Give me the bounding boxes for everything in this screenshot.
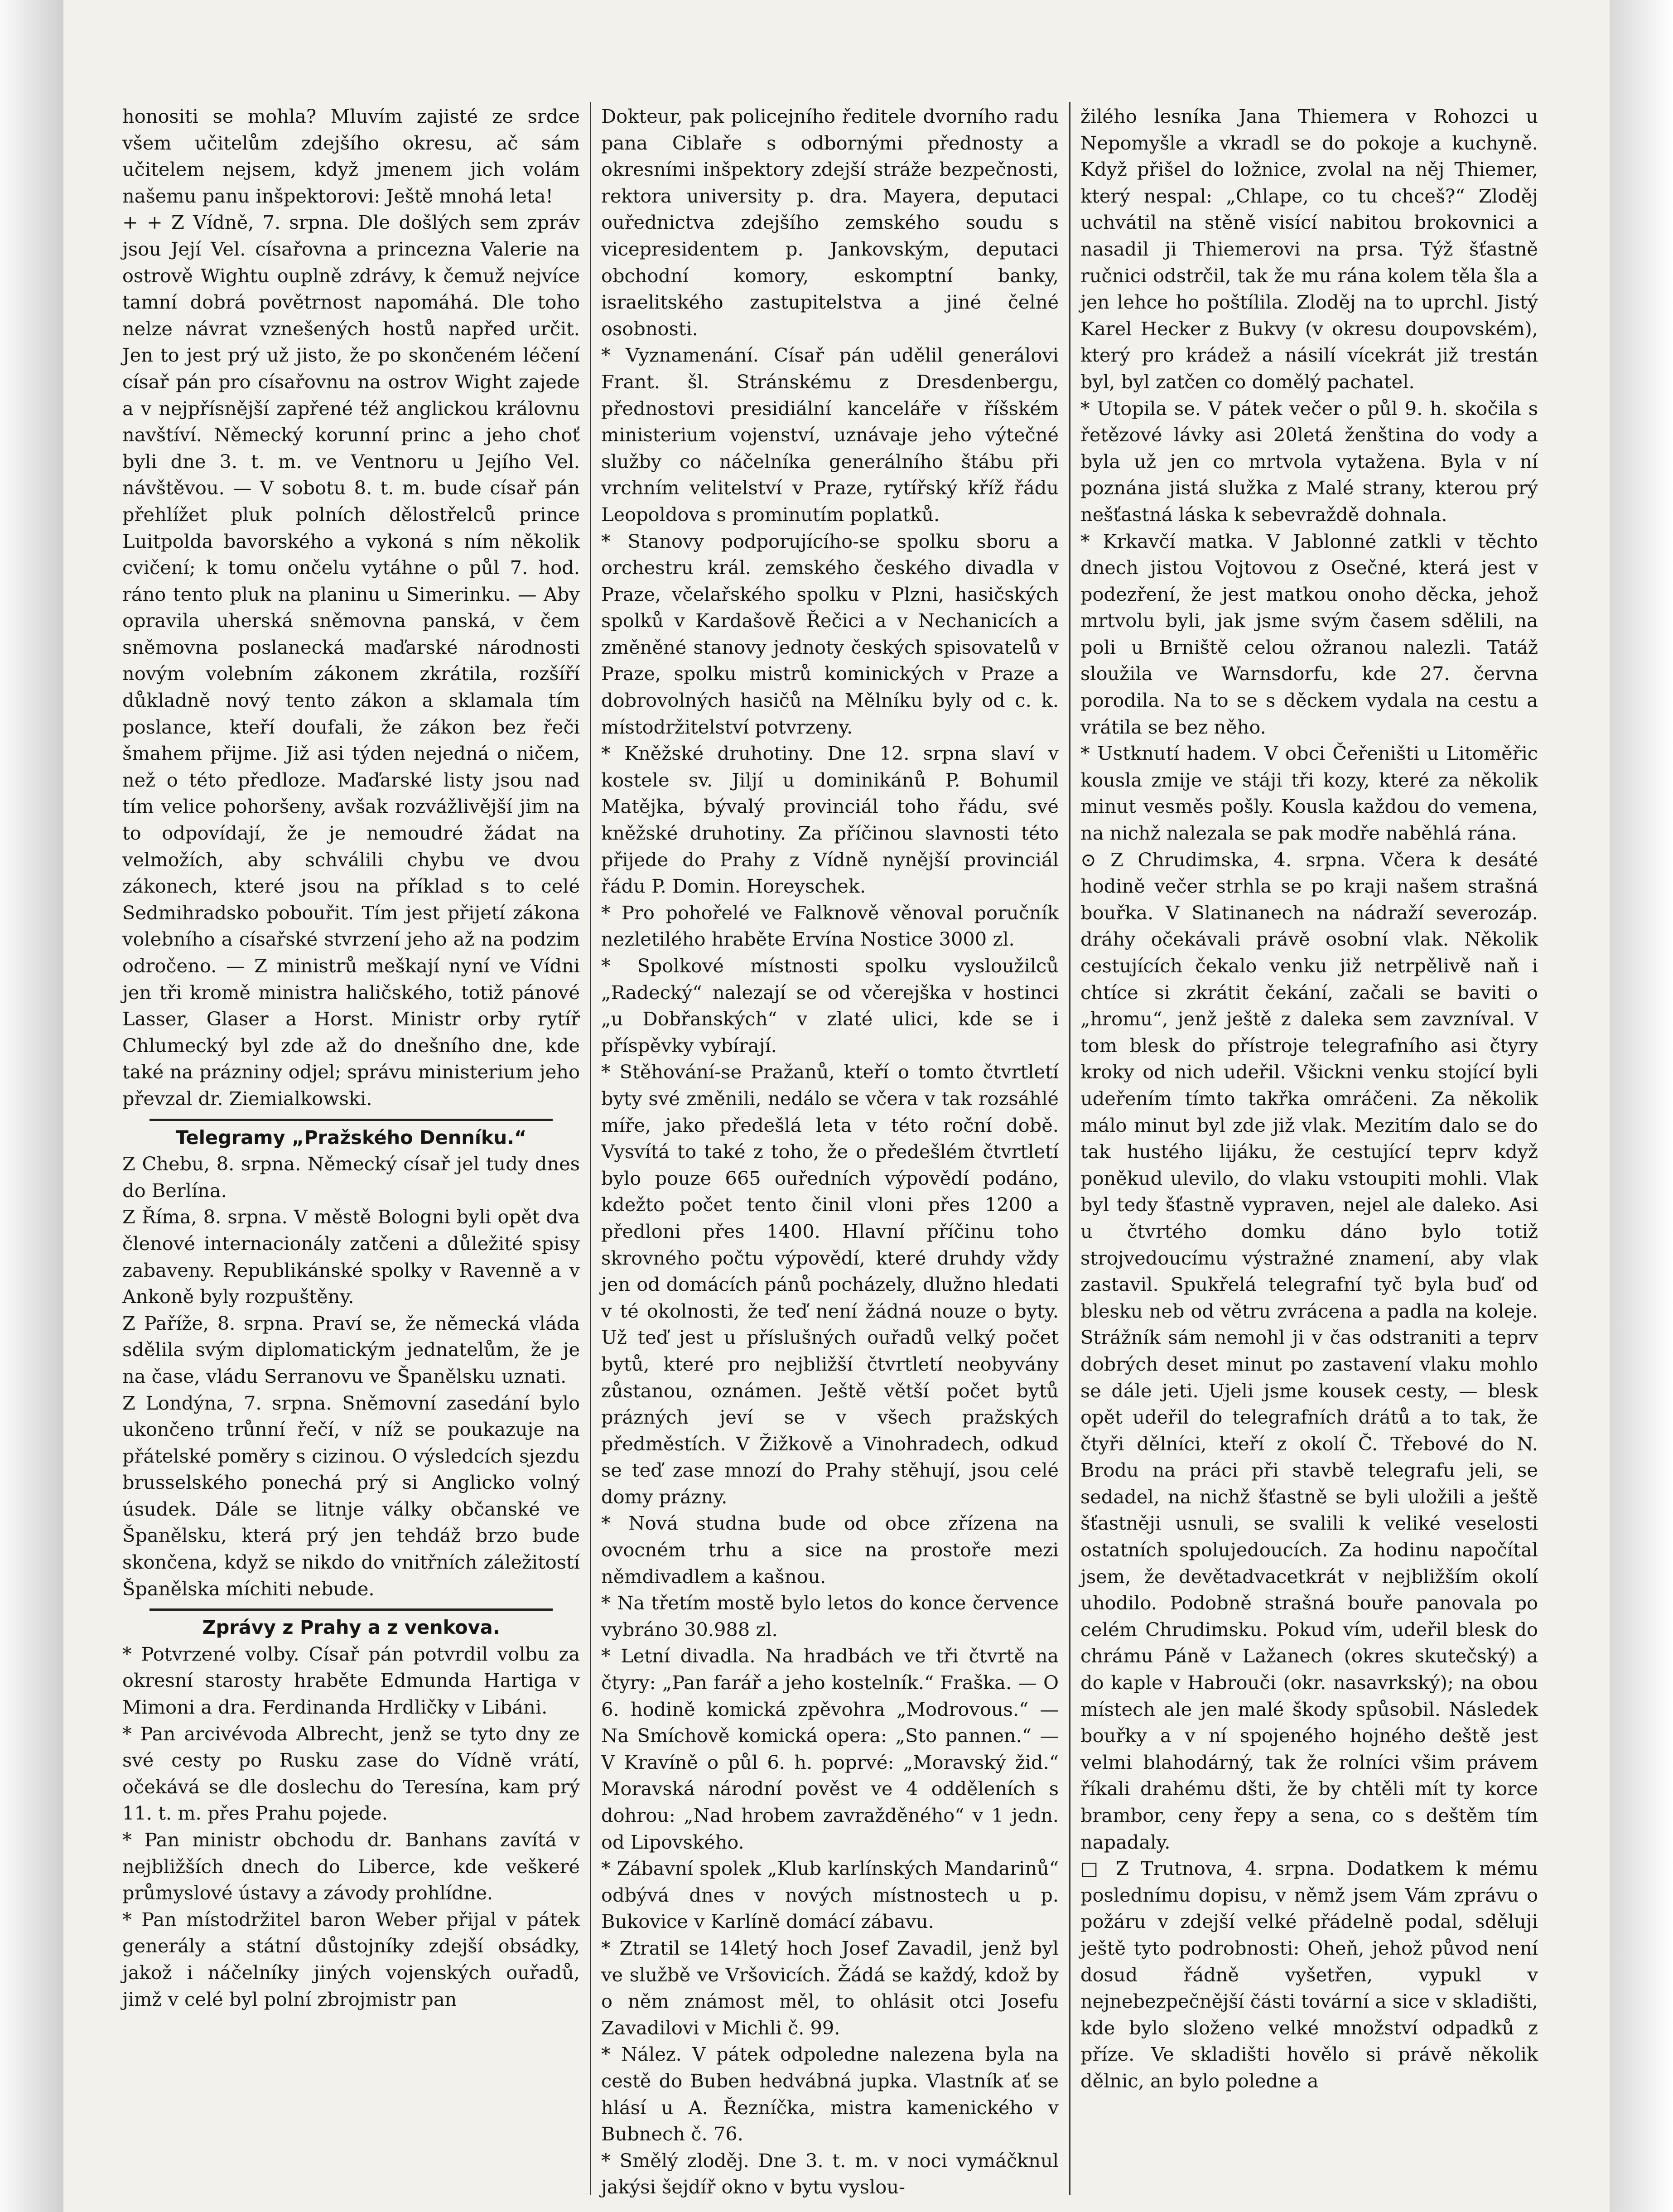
article-paragraph: * Vyznamenání. Císař pán udělil generálovi Frant. šl. Stránskému z Dresdenbergu, přednostovi presidiální kanceláře v říšském ministerium vojenství, uznávaje jeho výtečné služby co náčelníka generálního štábu při vrchním velitelství v Praze, rytířský kříž řádu Leopoldova s prominutím poplatků. [601, 344, 1059, 526]
article-paragraph: ⊙ Z Chrudimska, 4. srpna. Včera k desáté hodině večer strhla se po kraji našem strašná bouřka. V Slatinanech na nádraží severozáp. dráhy očekávali právě osobní vlak. Několik cestujících čekalo venku již netrpělivě naň i chtíce si zkrátit čekání, začali se baviti o „hromu“, jenž ještě z daleka sem zavzníval. V tom blesk do přístroje telegrafního asi čtyry kroky od nich udeřil. Všickni venku stojící byli udeřením tímto takřka omráčeni. Za několik málo minut byl zde již vlak. Mezitím dalo se do tak hustého lijáku, že cestující teprv když poněkud ulevilo, do vlaku vstoupiti mohli. Vlak byl tedy šťastně vypraven, nejel ale daleko. Asi u čtvrtého domku dáno bylo totiž strojvedoucímu výstražné znamení, aby vlak zastavil. Spukřelá telegrafní tyč byla buď od blesku neb od větru zvrácena a padla na koleje. Strážník sám nemohl ji v čas odstraniti a teprv dobrých deset minut po zastavení vlaku mohlo se dále jeti. Ujeli jsme kousek cesty, — blesk opět udeřil do telegrafních drátů a to tak, že čtyři dělníci, kteří z okolí Č. Třebové do N. Brodu na práci při stavbě telegrafu jeli, se sedadel, na nichž šťastně se byli uložili a ještě šťastněji usnuli, se svalili k veliké veselosti ostatních spolujedoucích. Za hodinu napočítal jsem, že devětadvacetkrát v nejbližším okolí uhodilo. Podobně strašná bouře panovala po celém Chrudimsku. Pokud vím, udeřil blesk do chrámu Páně v Lažanech (okres skutečský) a do kaple v Habrouči (okr. nasavrkský); na obou místech ale jen malé škody spůsobil. Následek bouřky a v ní spojeného hojného deště jest velmi blahodárný, tak že rolníci všim právem říkali drahému dšti, že by chtěli mít ty korce brambor, ceny řepy a sena, co s deštěm tím napadaly. [1080, 848, 1538, 1853]
article-paragraph: * Stěhování-se Pražanů, kteří o tomto čtvrtletí byty své změnili, nedálo se včera v tak rozsáhlé míře, jako předešlá leta v této roční době. Vysvítá to také z toho, že o předešlém čtvrtletí bylo pouze 665 ouředních výpovědí podáno, kdežto počet tento činil vloni přes 1200 a předloni přes 1400. Hlavní příčinu toho skrovného počtu výpovědí, které druhdy vždy jen od domácích pánů pocházely, dlužno hledati v té okolnosti, že teď není žádná nouze o byty. Už teď jest u příslušných ouřadů velký počet bytů, které pro nejbližší čtvrtletí neobyvány zůstanou, oznámen. Ještě větší počet bytů prázných jeví se v všech pražských předměstích. V Žižkově a Vinohradech, odkud se teď zase mnozí do Prahy stěhují, jsou celé domy prázny. [601, 1061, 1059, 1508]
article-paragraph: Z Londýna, 7. srpna. Sněmovní zasedání bylo ukončeno trůnní řečí, v níž se poukazuje na přátelské poměry s cizinou. O výsledcích sjezdu brusselského ponechá prý si Anglicko volný úsudek. Dále se litnje války občanské ve Španělsku, která prý jen tehdáž brzo bude skončena, když se nikdo do vnitřních záležitostí Španělska míchiti nebude. [122, 1391, 580, 1600]
section-heading: Zprávy z Prahy a z venkova. [202, 1616, 500, 1639]
column-2 [601, 103, 1059, 2201]
section-rule [149, 1608, 553, 1611]
section-rule [149, 1119, 553, 1121]
column-divider [1069, 102, 1070, 2195]
article-paragraph: honositi se mohla? Mluvím zajisté ze srdce všem učitelům zdejšího okresu, ač sám učitelem nejsem, když jmenem jich volám našemu panu inšpektorovi: Ještě mnohá leta! [122, 105, 580, 207]
article-paragraph: * Smělý zloděj. Dne 3. t. m. v noci vymáčknul jakýsi šejdíř okno v bytu vyslou- [601, 2149, 1059, 2198]
article-paragraph: * Pro pohořelé ve Falknově věnoval poručník nezletilého hraběte Ervína Nostice 3000 zl. [601, 901, 1059, 951]
article-paragraph: * Kněžské druhotiny. Dne 12. srpna slaví v kostele sv. Jiljí u dominikánů P. Bohumil Matějka, bývalý provinciál toho řádu, své kněžské druhotiny. Za příčinou slavnosti této přijede do Prahy z Vídně nynější provinciál řádu P. Domin. Horeyschek. [601, 742, 1059, 898]
column-3 [1080, 103, 1538, 2095]
article-paragraph: * Pan ministr obchodu dr. Banhans zavítá v nejbližších dnech do Liberce, kde veškeré průmyslové ústavy a závody prohlídne. [122, 1829, 580, 1904]
article-paragraph: Z Chebu, 8. srpna. Německý císař jel tudy dnes do Berlína. [122, 1153, 580, 1202]
article-paragraph: * Zábavní spolek „Klub karlínských Mandarinů“ odbývá dnes v nových místnostech u p. Bukovice v Karlíně domácí zábavu. [601, 1857, 1059, 1933]
article-paragraph: * Krkavčí matka. V Jablonné zatkli v těchto dnech jistou Vojtovou z Osečné, která jest v podezření, že jest matkou onoho děcka, jehož mrtvolu byli, jak jsme svým časem sdělili, na poli u Brniště celou ožranou nalezli. Tatáž sloužila ve Warnsdorfu, kde 27. června porodila. Na to se s děckem vydala na cestu a vrátila se bez něho. [1080, 530, 1538, 738]
article-paragraph: * Stanovy podporujícího-se spolku sboru a orchestru král. zemského českého divadla v Praze, včelařského spolku v Plzni, hasičských spolků v Kardašově Řečici a v Nechanicích a změněné stanovy jednoty českých spisovatelů v Praze, spolku mistrů kominických v Praze a dobrovolných hasičů na Mělníku byly od c. k. místodržitelství potvrzeny. [601, 530, 1059, 738]
article-paragraph: * Spolkové místnosti spolku vysloužilců „Radecký“ nalezají se od včerejška v hostinci „u Dobřanských“ v zlaté ulici, kde se i příspěvky vybírají. [601, 955, 1059, 1057]
article-paragraph: Dokteur, pak policejního ředitele dvorního radu pana Ciblaře s odbornými přednosty a okresními inšpektory zdejší stráže bezpečnosti, rektora university p. dra. Mayera, deputaci ouřednictva zdejšího zemského soudu s vicepresidentem p. Jankovským, deputaci obchodní komory, eskomptní banky, israelitského zastupitelstva a jiné čelné osobnosti. [601, 105, 1059, 340]
column-divider [590, 102, 591, 2195]
article-paragraph: * Potvrzené volby. Císař pán potvrdil volbu za okresní starosty hraběte Edmunda Hartiga v Mimoni a dra. Ferdinanda Hrdličky v Libáni. [122, 1642, 580, 1719]
article-paragraph: žilého lesníka Jana Thiemera v Rohozci u Nepomyšle a vkradl se do pokoje a kuchyně. Když přišel do ložnice, zvolal na něj Thiemer, který nespal: „Chlape, co tu chceš?“ Zloděj uchvátil na stěně visící nabitou brokovnici a nasadil ji Thiemerovi na prsa. Týž šťastně ručnici odstrčil, tak že mu rána kolem těla šla a jen lehce ho poštílila. Zloděj na to uprchl. Jistý Karel Hecker z Bukvy (v okresu doupovském), který pro krádež a násilí vícekrát již trestán byl, byl zatčen co domělý pachatel. [1080, 105, 1538, 393]
article-paragraph: * Ztratil se 14letý hoch Josef Zavadil, jenž byl ve službě ve Vršovicích. Žádá se každý, kdož by o něm známost měl, to ohlásit otci Josefu Zavadilovi v Michli č. 99. [601, 1937, 1059, 2039]
article-paragraph: + + Z Vídně, 7. srpna. Dle došlých sem zpráv jsou Její Vel. císařovna a princezna Valerie na ostrově Wightu ouplně zdrávy, k čemuž nejvíce tamní dobrá povětrnost napomáhá. Dle toho nelze návrat vznešených hostů napřed určit. Jen to jest prý už jisto, že po skončeném léčení císař pán pro císařovnu na ostrov Wight zajede a v nejpřísnější zapřené též anglickou královnu navštíví. Německý korunní princ a jeho choť byli dne 3. t. m. ve Ventnoru u Jejího Vel. návštěvou. — V sobotu 8. t. m. bude císař pán přehlížet pluk polních dělostřelců prince Luitpolda bavorského a vykoná s ním několik cvičení; k tomu ončelu vytáhne o půl 7. hod. ráno tento pluk na planinu u Simerinku. — Aby opravila uherská sněmovna panská, v čem sněmovna poslanecká maďarské národnosti novým volebním zákonem zkrátila, rozšíří důkladně nový tento zákon a sklamala tím poslance, kteří doufali, že zákon bez řeči šmahem přijme. Již asi týden nejedná o ničem, než o této předloze. Maďarské listy jsou nad tím velice pohoršeny, avšak rozvážlivější jim na to odpovídají, že je nemoudré žádat na velmožích, aby schválili chybu ve dvou zákonech, které jsou na příklad s to celé Sedmihradsko pobouřit. Tím jest přijetí zákona volebního a císařské stvrzení jeho až na podzim odročeno. — Z ministrů meškají nyní ve Vídni jen tři kromě ministra haličského, totiž pánové Lasser, Glaser a Horst. Ministr orby rytíř Chlumecký byl zde až do dnešního dne, kde také na prázniny odjel; správu ministerium jeho převzal dr. Ziemialkowski. [122, 211, 580, 1110]
article-paragraph: □ Z Trutnova, 4. srpna. Dodatkem k mému poslednímu dopisu, v němž jsem Vám zprávu o požáru v zdejší velké přádelně podal, sděluji ještě tyto podrobnosti: Oheň, jehož původ není dosud řádně vyšetřen, vypukl v nejnebezpečnější části tovární a sice v skladišti, kde bylo složeno velké množství odpadků z příze. Ve skladišti hovělo si právě několik dělnic, an bylo poledne a [1080, 1857, 1538, 2092]
article-paragraph: * Nález. V pátek odpoledne nalezena byla na cestě do Buben hedvábná jupka. Vlastník ať se hlásí u A. Řezníčka, mistra kamenického v Bubnech č. 76. [601, 2043, 1059, 2145]
article-paragraph: * Nová studna bude od obce zřízena na ovocném trhu a sice na prostoře mezi němdivadlem a kašnou. [601, 1512, 1059, 1588]
article-paragraph: * Utopila se. V pátek večer o půl 9. h. skočila s řetězové lávky asi 20letá ženština do vody a byla už jen co mrtvola vytažena. Byla v ní poznána jistá služka z Malé strany, kterou prý nešťastná láska k sebevraždě dohnala. [1080, 397, 1538, 526]
article-paragraph: * Na třetím mostě bylo letos do konce července vybráno 30.988 zl. [601, 1592, 1059, 1641]
section-heading: Telegramy „Pražského Denníku.“ [175, 1126, 527, 1149]
right-page-edge [1610, 0, 1673, 2212]
article-paragraph: Z Říma, 8. srpna. V městě Bologni byli opět dva členové internacionály zatčeni a důležité spisy zabaveny. Republikánské spolky v Ravenně a v Ankoně byly rozpuštěny. [122, 1206, 580, 1308]
article-paragraph: * Letní divadla. Na hradbách ve tři čtvrtě na čtyry: „Pan farář a jeho kostelník.“ Fraška. — O 6. hodině komická zpěvohra „Modrovous.“ — Na Smíchově komická opera: „Sto pannen.“ — V Kravíně o půl 6. h. poprvé: „Moravský žid.“ Moravská národní pověst ve 4 odděleních s dohrou: „Nad hrobem zavražděného“ v 1 jedn. od Lipovského. [601, 1645, 1059, 1853]
article-paragraph: * Pan arcivévoda Albrecht, jenž se tyto dny ze své cesty po Rusku zase do Vídně vrátí, očekává se dle doslechu do Teresína, kam prý 11. t. m. přes Prahu pojede. [122, 1722, 580, 1825]
article-paragraph: * Pan místodržitel baron Weber přijal v pátek generály a státní důstojníky zdejší obsádky, jakož i náčelníky jiných vojenských ouřadů, jimž v celé byl polní zbrojmistr pan [122, 1908, 580, 2010]
left-page-edge [0, 0, 63, 2212]
article-paragraph: Z Paříže, 8. srpna. Praví se, že německá vláda sdělila svým diplomatickým jednatelům, že je na čase, vládu Serranovu ve Španělsku uznati. [122, 1312, 580, 1387]
column-1 [122, 103, 580, 2013]
article-paragraph: * Ustknutí hadem. V obci Čeřeništi u Litoměřic kousla zmije ve stáji tři kozy, které za několik minut vesměs pošly. Kousla každou do vemena, na nichž nalezala se pak modře naběhlá rána. [1080, 742, 1538, 845]
